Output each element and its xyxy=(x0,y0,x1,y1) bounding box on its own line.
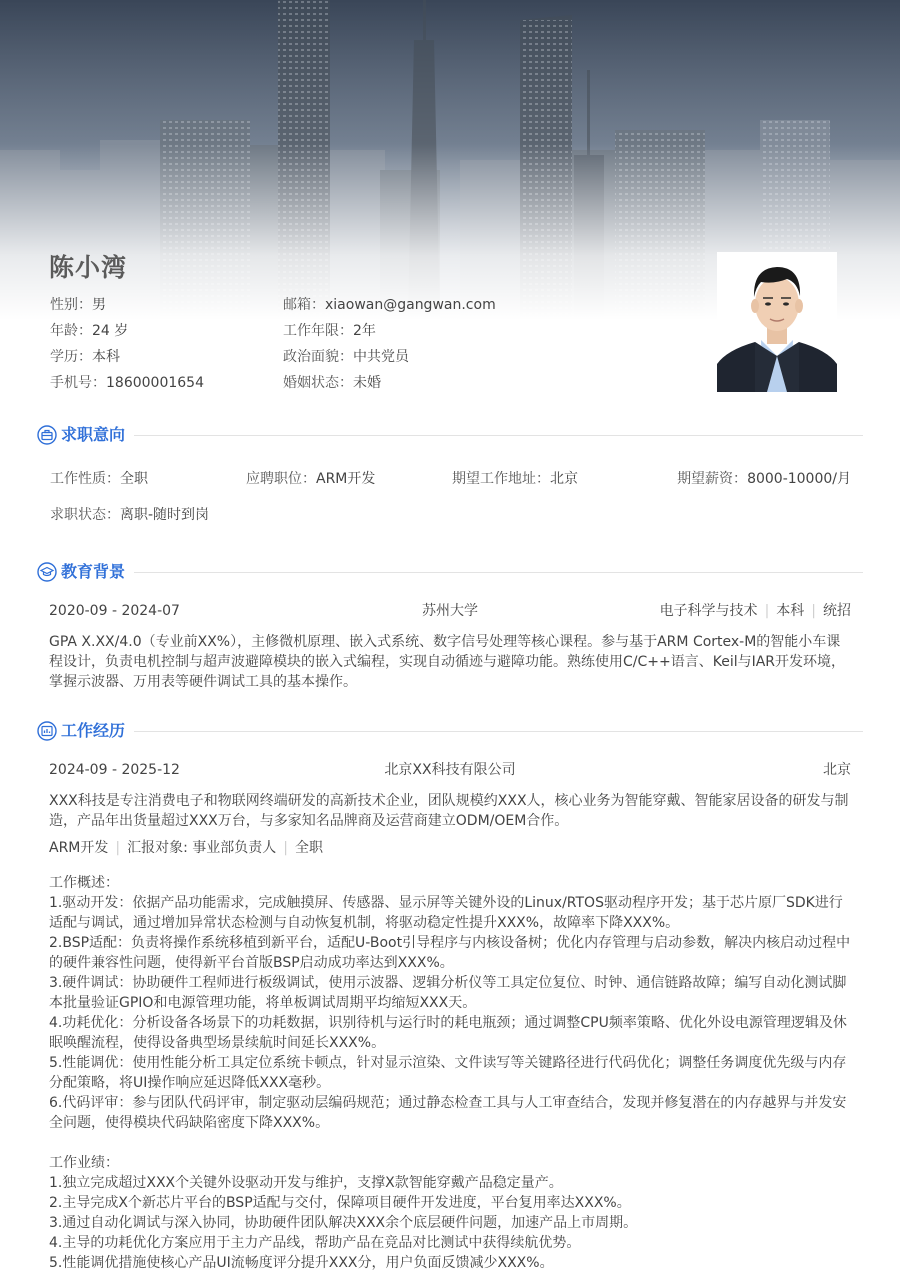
job-type-field xyxy=(50,469,148,489)
tag-report-to: 汇报对象: 事业部负责人 xyxy=(127,840,277,856)
marital-field xyxy=(283,373,381,393)
work-years-label: 工作年限： xyxy=(283,323,353,339)
email-field xyxy=(283,295,496,315)
achievement-item: 1.独立完成超过XXX个关键外设驱动开发与维护，支撑X款智能穿戴产品稳定量产。 xyxy=(49,1175,563,1191)
section-header-job-intent xyxy=(37,423,863,447)
overview-item: 2.BSP适配：负责将操作系统移植到新平台，适配U-Boot引导程序与内核设备树；优化内存管理与启动参数，解决内核启动过程中的硬件兼容性问题，使得新平台首版BSP启动成功率达到XXX%。 xyxy=(49,935,851,971)
email-label: 邮箱： xyxy=(283,297,325,313)
gender-value: 男 xyxy=(92,297,106,313)
politics-value: 中共党员 xyxy=(353,349,409,365)
phone-field xyxy=(50,373,204,393)
section-divider xyxy=(134,435,863,436)
overview-item: 1.驱动开发：依据产品功能需求，完成触摸屏、传感器、显示屏等关键外设的Linux/RTOS驱动程序开发；基于芯片原厂SDK进行适配与调试，通过增加异常状态检测与自动恢复机制，将驱动稳定性提升XXX%，故障率下降XXX%。 xyxy=(49,895,843,931)
phone-label: 手机号： xyxy=(50,375,106,391)
work-summary-row xyxy=(49,760,851,780)
achievements-title: 工作业绩： xyxy=(49,1155,119,1171)
position-field xyxy=(246,469,375,489)
age-value: 24 岁 xyxy=(92,323,129,339)
position-label: 应聘职位： xyxy=(246,471,316,487)
enrollment-mode: 统招 xyxy=(823,603,851,619)
job-status-label: 求职状态： xyxy=(50,507,120,523)
company-description-text: XXX科技是专注消费电子和物联网终端研发的高新技术企业，团队规模约XXX人，核心业务为智能穿戴、智能家居设备的研发与制造，产品年出货量超过XXX万台，与多家知名品牌商及运营商建立ODM/OEM合作。 xyxy=(49,793,849,829)
education-period: 2020-09 - 2024-07 xyxy=(49,603,180,619)
marital-label: 婚姻状态： xyxy=(283,375,353,391)
overview-item: 5.性能调优：使用性能分析工具定位系统卡顿点，针对显示渲染、文件读写等关键路径进行代码优化；调整任务调度优先级与内存分配策略，将UI操作响应延迟降低XXX毫秒。 xyxy=(49,1055,847,1091)
position-value: ARM开发 xyxy=(316,471,376,487)
degree-value: 本科 xyxy=(92,349,120,365)
achievement-item: 4.主导的功耗优化方案应用于主力产品线，帮助产品在竞品对比测试中获得续航优势。 xyxy=(49,1235,581,1251)
work-years-field xyxy=(283,321,376,341)
section-header-work xyxy=(37,719,863,743)
divider: | xyxy=(811,603,816,619)
work-years-value: 2年 xyxy=(353,323,376,339)
job-type-label: 工作性质： xyxy=(50,471,120,487)
job-status-field xyxy=(50,505,209,525)
briefcase-icon xyxy=(37,425,57,445)
company-name: 北京XX科技有限公司 xyxy=(384,762,516,778)
section-title: 求职意向 xyxy=(61,425,126,444)
chart-icon xyxy=(37,721,57,741)
phone-value: 18600001654 xyxy=(106,375,204,391)
education-description xyxy=(49,632,851,692)
salary-value: 8000-10000/月 xyxy=(747,471,851,487)
work-city: 北京 xyxy=(823,762,851,778)
candidate-name: 陈小湾 xyxy=(49,253,128,282)
salary-label: 期望薪资： xyxy=(677,471,748,487)
graduation-cap-icon xyxy=(37,562,57,582)
politics-label: 政治面貌： xyxy=(283,349,353,365)
major: 电子科学与技术 xyxy=(659,603,758,619)
overview-item: 4.功耗优化：分析设备各场景下的功耗数据，识别待机与运行时的耗电瓶颈；通过调整CPU频率策略、优化外设电源管理逻辑及休眠唤醒流程，使得设备典型场景续航时间延长XXX%。 xyxy=(49,1015,847,1051)
overview-item: 6.代码评审：参与团队代码评审，制定驱动层编码规范；通过静态检查工具与人工审查结合，发现并修复潜在的内存越界与并发安全问题，使得模块代码缺陷密度下降XXX%。 xyxy=(49,1095,847,1131)
profile-photo xyxy=(717,252,837,392)
marital-value: 未婚 xyxy=(353,375,381,391)
location-value: 北京 xyxy=(550,471,578,487)
school-name: 苏州大学 xyxy=(422,603,478,619)
degree-label: 学历： xyxy=(50,349,92,365)
age-label: 年龄： xyxy=(50,323,92,339)
education-description-text: GPA X.XX/4.0（专业前XX%），主修微机原理、嵌入式系统、数字信号处理等核心课程。参与基于ARM Cortex-M的智能小车课程设计，负责电机控制与超声波避障模块的嵌入式编程，实现自动循迹与避障功能。熟练使用C/C++语言、Keil与IAR开发环境，掌握示波器、万用表等硬件调试工具的基本操作。 xyxy=(49,634,846,690)
divider: | xyxy=(115,840,121,856)
avatar xyxy=(717,252,837,392)
politics-field xyxy=(283,347,409,367)
gender-field xyxy=(50,295,106,315)
section-divider xyxy=(134,572,863,573)
education-summary-row xyxy=(49,601,851,621)
education-details xyxy=(660,601,851,621)
achievement-item: 2.主导完成X个新芯片平台的BSP适配与交付，保障项目硬件开发进度，平台复用率达XXX%。 xyxy=(49,1195,631,1211)
achievement-item: 3.通过自动化调试与深入协同，协助硬件团队解决XXX余个底层硬件问题，加速产品上市周期。 xyxy=(49,1215,638,1231)
section-header-education xyxy=(37,560,863,584)
section-title: 工作经历 xyxy=(61,721,126,740)
work-tags-line xyxy=(49,838,851,858)
achievement-item: 5.性能调优措施使核心产品UI流畅度评分提升XXX分，用户负面反馈减少XXX%。 xyxy=(49,1255,554,1271)
work-content xyxy=(49,873,851,1273)
divider: | xyxy=(764,603,770,619)
tag-employment-type: 全职 xyxy=(295,840,323,856)
degree: 本科 xyxy=(776,603,805,619)
location-field xyxy=(452,469,578,489)
company-description xyxy=(49,791,851,831)
location-label: 期望工作地址： xyxy=(452,471,550,487)
job-status-value: 离职-随时到岗 xyxy=(120,507,210,523)
section-divider xyxy=(134,731,863,732)
section-title: 教育背景 xyxy=(61,562,126,581)
spacer xyxy=(49,1133,851,1153)
work-period: 2024-09 - 2025-12 xyxy=(49,762,180,778)
age-field xyxy=(50,321,128,341)
work-tags xyxy=(49,838,851,858)
degree-field xyxy=(50,347,120,367)
job-type-value: 全职 xyxy=(120,471,148,487)
salary-field xyxy=(677,469,851,489)
tag-role: ARM开发 xyxy=(49,840,109,856)
gender-label: 性别： xyxy=(50,297,92,313)
overview-item: 3.硬件调试：协助硬件工程师进行板级调试，使用示波器、逻辑分析仪等工具定位复位、时钟、通信链路故障；编写自动化测试脚本批量验证GPIO和电源管理功能，将单板调试周期平均缩短XXX天。 xyxy=(49,975,847,1011)
email-value[interactable]: xiaowan@gangwan.com xyxy=(325,297,496,313)
overview-title: 工作概述： xyxy=(49,875,119,891)
divider: | xyxy=(283,840,288,856)
